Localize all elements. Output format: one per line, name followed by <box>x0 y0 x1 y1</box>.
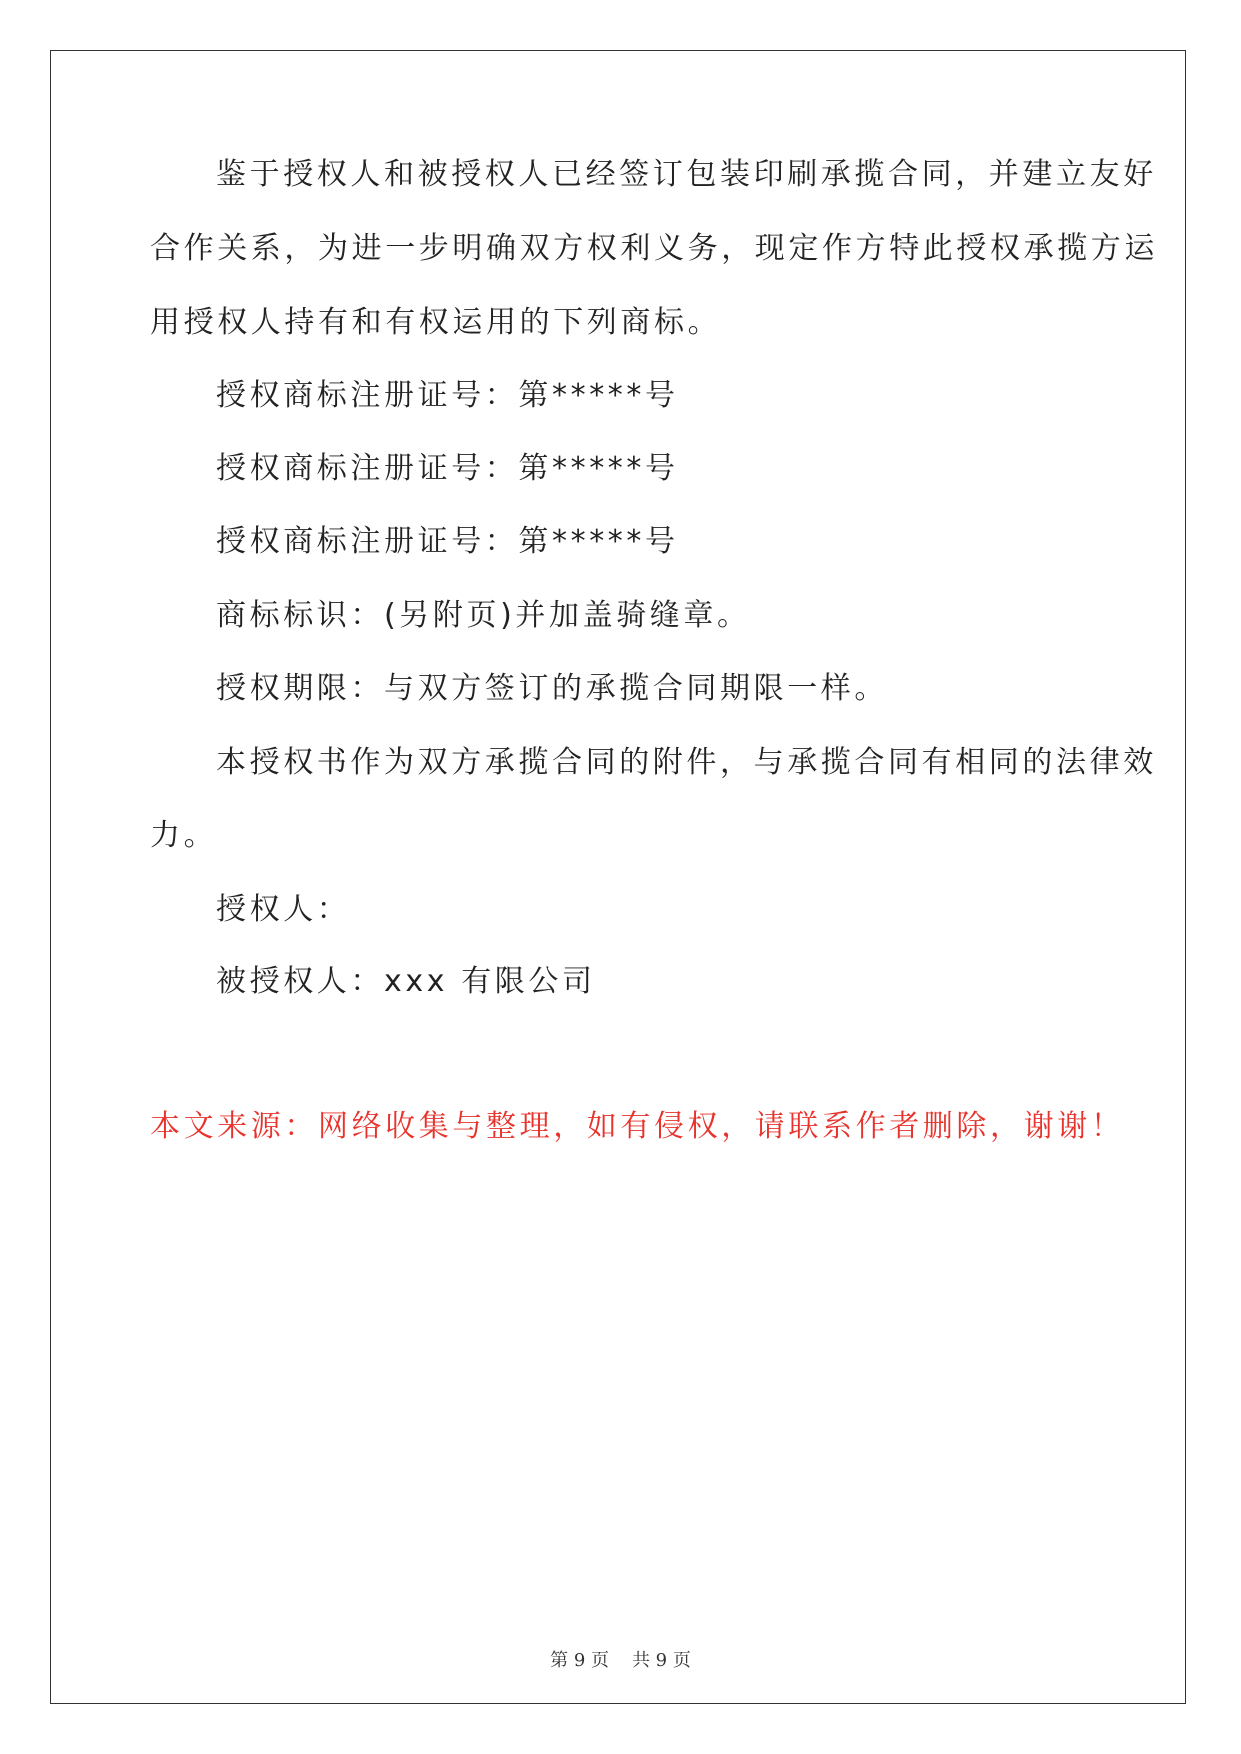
trademark-registration-line: 授权商标注册证号：第*****号 <box>216 451 679 486</box>
trademark-logo-line: 商标标识：(另附页)并加盖骑缝章。 <box>216 598 751 633</box>
page-footer: 第 9 页 共 9 页 <box>550 1650 691 1671</box>
validity-paragraph-line: 力。 <box>150 818 218 853</box>
trademark-registration-line: 授权商标注册证号：第*****号 <box>216 378 679 413</box>
trademark-registration-line: 授权商标注册证号：第*****号 <box>216 524 679 559</box>
paragraph-line: 用授权人持有和有权运用的下列商标。 <box>150 305 722 340</box>
source-note: 本文来源：网络收集与整理，如有侵权，请联系作者删除，谢谢！ <box>150 1109 1125 1144</box>
grantor-label: 授权人： <box>216 892 351 927</box>
page-border <box>50 50 1186 1704</box>
authorization-term-line: 授权期限：与双方签订的承揽合同期限一样。 <box>216 671 888 706</box>
paragraph-line: 合作关系，为进一步明确双方权利义务，现定作方特此授权承揽方运 <box>150 231 1158 266</box>
grantee-label: 被授权人：xxx 有限公司 <box>216 964 596 999</box>
paragraph-line: 鉴于授权人和被授权人已经签订包装印刷承揽合同，并建立友好 <box>216 157 1157 192</box>
validity-paragraph-line: 本授权书作为双方承揽合同的附件，与承揽合同有相同的法律效 <box>216 745 1157 780</box>
